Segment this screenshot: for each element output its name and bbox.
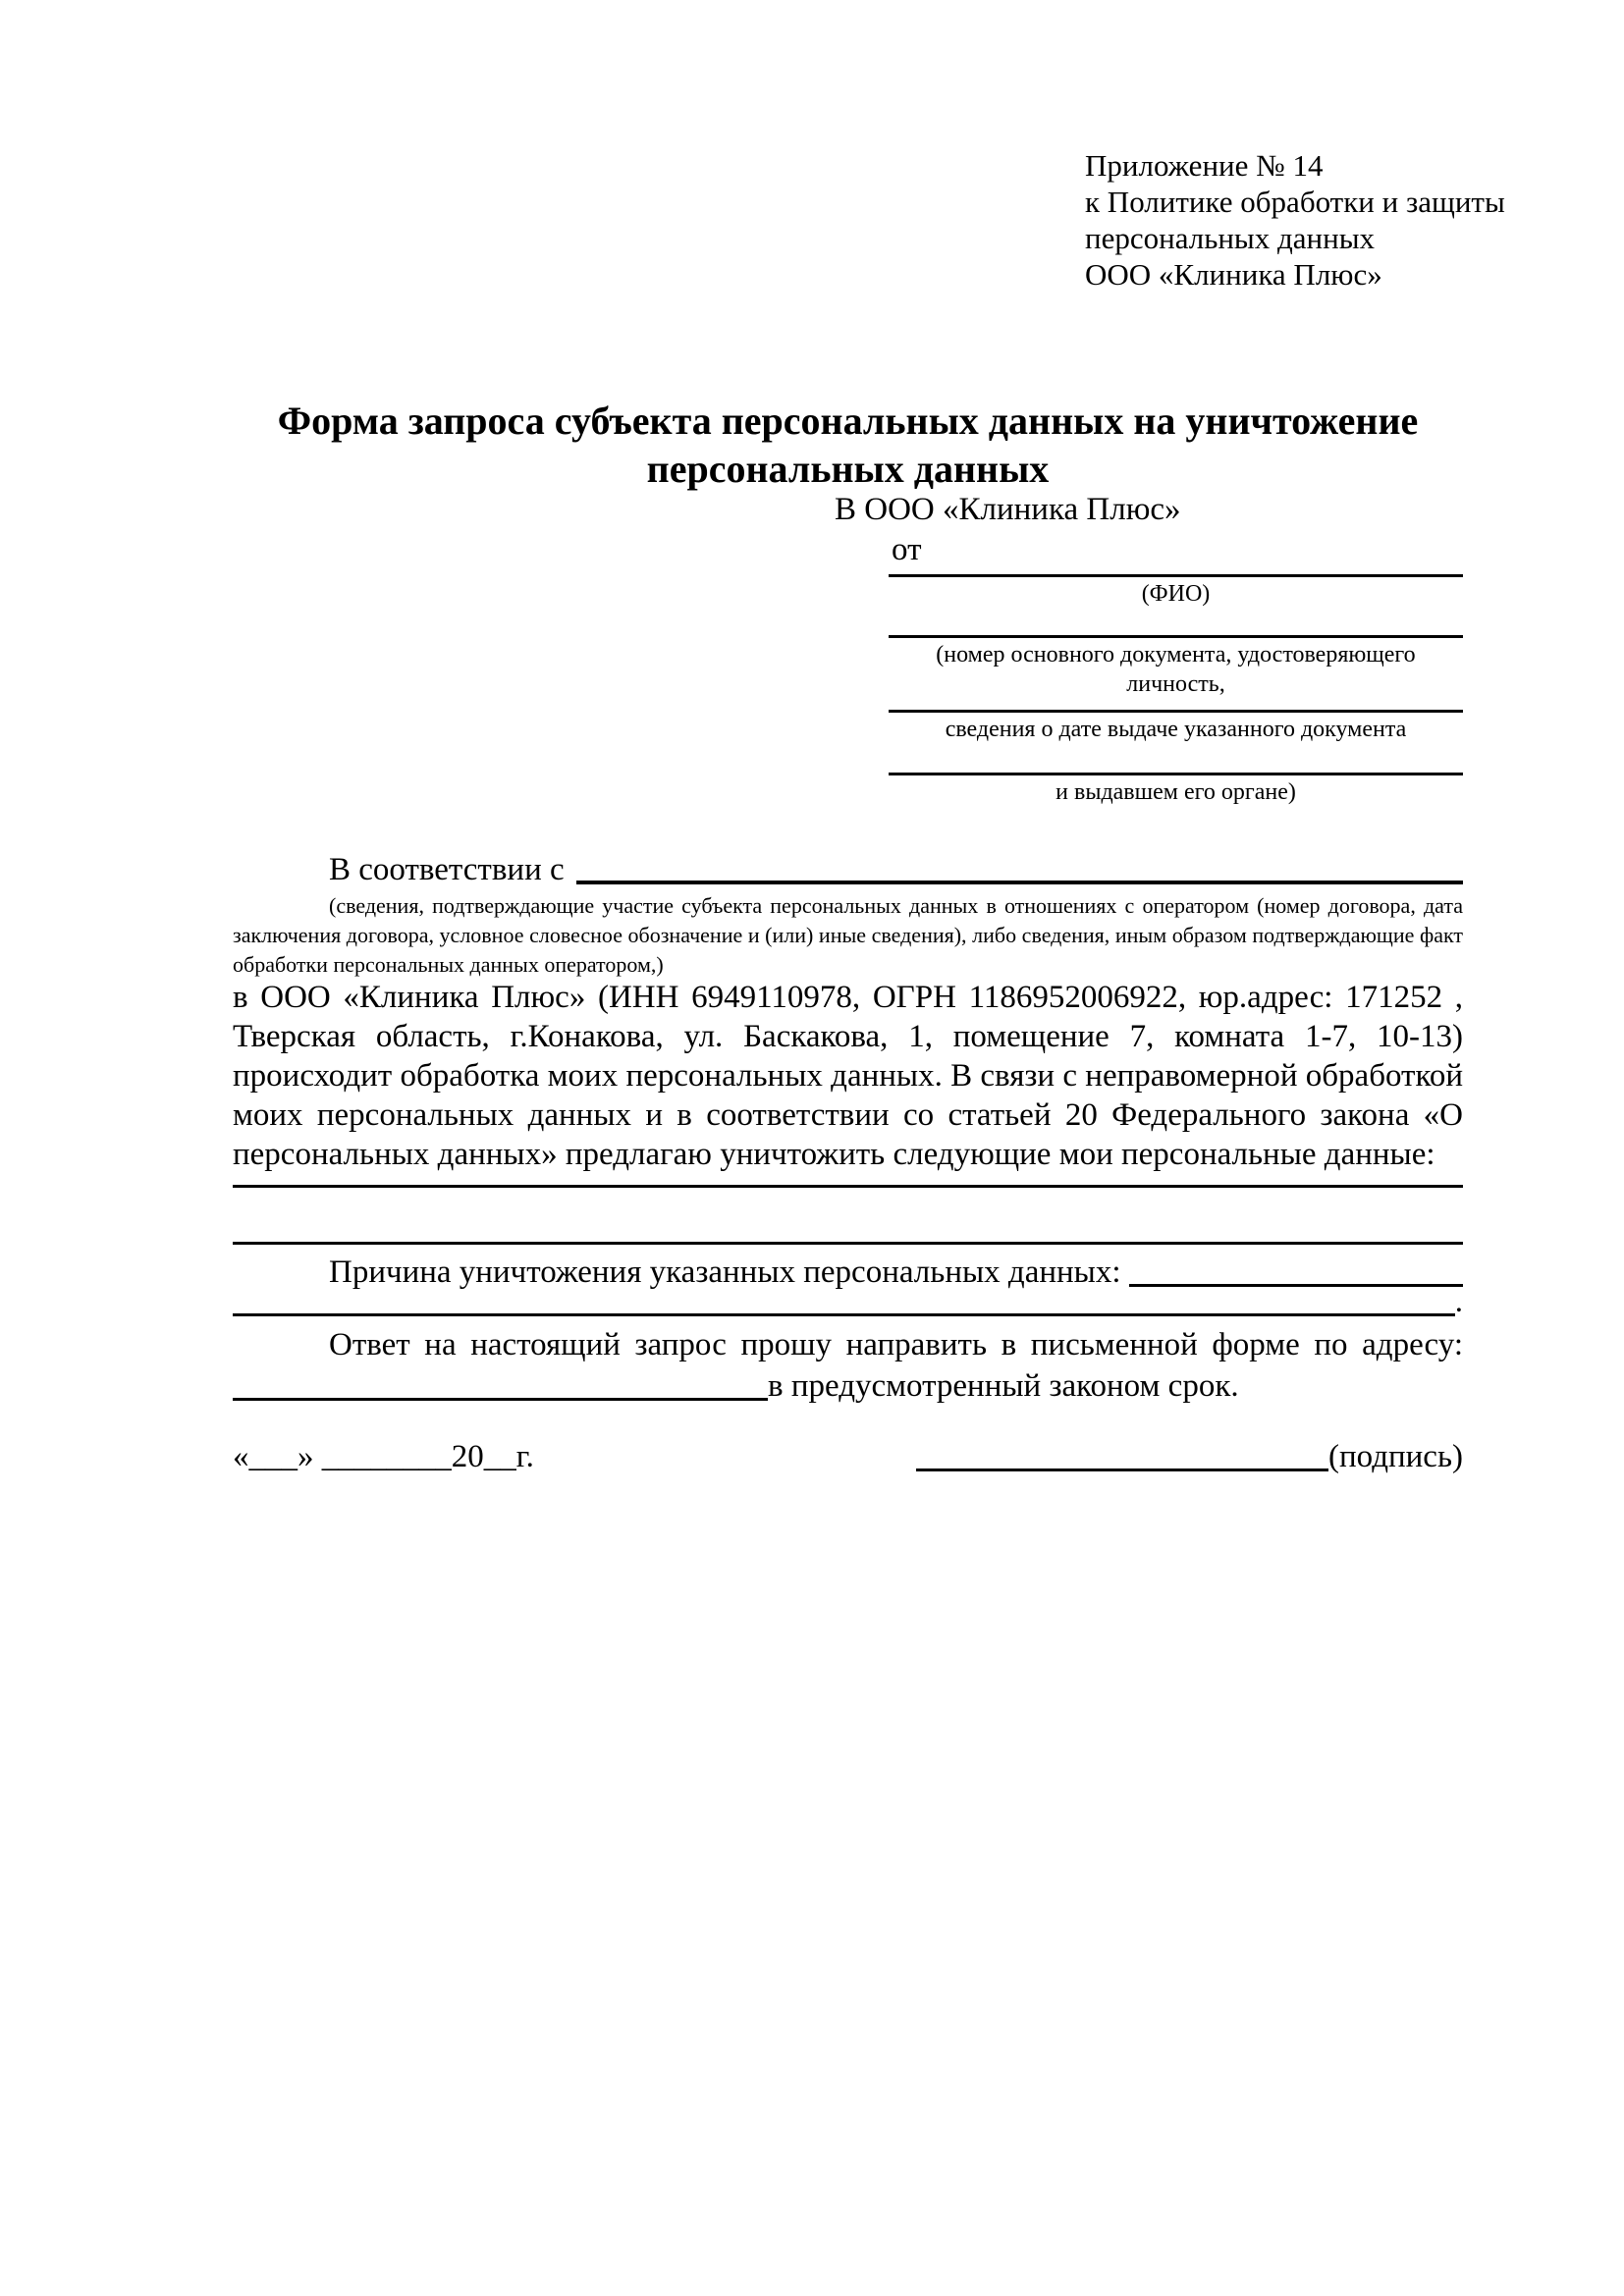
fio-caption: (ФИО)	[1141, 581, 1211, 607]
accordance-lead-text: В соответствии с	[329, 852, 565, 887]
document-number-blank-line	[889, 611, 1463, 638]
date-blank-text: «___» ________20__г.	[233, 1439, 534, 1474]
fine-print-line-1: (сведения, подтверждающие участие субъекта персональных данных в отношениях с оператором (номер договора, дата	[329, 893, 1463, 918]
addressee-org: В ООО «Клиника Плюс»	[835, 492, 1181, 527]
fine-print-note	[233, 891, 1463, 980]
header-line-2: к Политике обработки и защиты	[1085, 185, 1505, 219]
fio-blank-line	[889, 550, 1463, 577]
issue-date-field	[889, 685, 1463, 744]
from-label: от	[892, 532, 922, 567]
accordance-row	[233, 850, 1463, 889]
fine-print-line-3: обработки персональных данных оператором,)	[233, 952, 664, 977]
issue-date-caption: сведения о дате выдаче указанного документа	[945, 717, 1407, 742]
reason-label: Причина уничтожения указанных персональных данных:	[329, 1255, 1121, 1290]
date-signature-row	[233, 1437, 1463, 1476]
title-line-1: Форма запроса субъекта персональных данных на уничтожение	[277, 399, 1419, 443]
appendix-header	[1085, 147, 1505, 293]
issuing-authority-blank-line	[889, 748, 1463, 775]
document-title	[233, 397, 1463, 493]
main-paragraph-line-5: персональных данных» предлагаю уничтожить следующие мои персональные данные:	[233, 1137, 1435, 1172]
signature-blank-line	[916, 1437, 1328, 1471]
document-number-caption: (номер основного документа, удостоверяющего личность,	[936, 642, 1416, 697]
signature-caption: (подпись)	[1328, 1439, 1463, 1474]
reply-term-text: в предусмотренный законом срок.	[768, 1368, 1239, 1404]
main-paragraph-line-1: в ООО «Клиника Плюс» (ИНН 6949110978, ОГРН 1186952006922, юр.адрес: 171252 ,	[233, 980, 1463, 1015]
fio-field	[889, 550, 1463, 609]
main-paragraph	[233, 978, 1463, 1174]
reason-continuation-row	[233, 1282, 1463, 1321]
reply-address-row	[233, 1366, 1463, 1406]
personal-data-blank-line-1	[233, 1185, 1463, 1188]
date-signature-spacer	[534, 1437, 916, 1476]
title-line-2: персональных данных	[646, 447, 1050, 491]
main-paragraph-line-3: происходит обработка моих персональных данных. В связи с неправомерной обработкой	[233, 1058, 1463, 1094]
reason-period: .	[1454, 1284, 1463, 1319]
main-paragraph-line-2: Тверская область, г.Конакова, ул. Баскакова, 1, помещение 7, комната 1-7, 10-13)	[233, 1019, 1463, 1054]
reason-blank-line-2	[233, 1282, 1455, 1316]
issuing-authority-caption: и выдавшем его органе)	[1056, 779, 1296, 805]
fine-print-line-2: заключения договора, условное словесное обозначение и (или) иные сведения), либо сведения, иным образом подтверждающие факт	[233, 923, 1463, 947]
issuing-authority-field	[889, 748, 1463, 807]
main-paragraph-line-4: моих персональных данных и в соответствии со статьей 20 Федерального закона «О	[233, 1097, 1463, 1133]
personal-data-blank-line-2	[233, 1242, 1463, 1245]
address-blank-line	[233, 1366, 768, 1401]
reply-request-text: Ответ на настоящий запрос прошу направить в письменной форме по адресу:	[329, 1327, 1463, 1362]
header-line-1: Приложение № 14	[1085, 148, 1324, 183]
header-line-4: ООО «Клиника Плюс»	[1085, 257, 1382, 292]
issue-date-blank-line	[889, 685, 1463, 713]
accordance-blank-line	[576, 850, 1463, 884]
header-line-3: персональных данных	[1085, 221, 1376, 255]
